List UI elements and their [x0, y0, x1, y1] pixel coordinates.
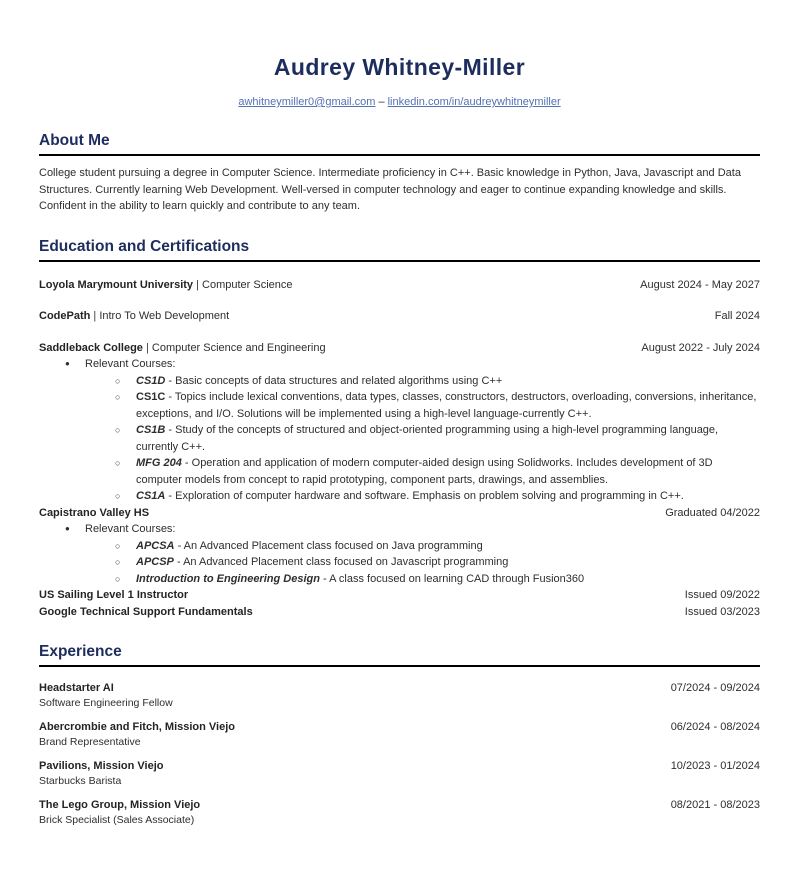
education-entry — [39, 604, 760, 621]
bullet-hollow-icon: ○ — [115, 557, 121, 567]
course-text: CS1D - Basic concepts of data structures and related algorithms using C++ — [136, 374, 503, 387]
entry-dates: August 2022 - July 2024 — [641, 341, 760, 354]
education-entry — [39, 340, 760, 505]
education-entry-left — [39, 340, 326, 357]
course-item — [39, 389, 760, 422]
bullet-hollow-icon: ○ — [115, 458, 121, 468]
experience-entry-row — [39, 759, 760, 774]
experience-entry — [39, 681, 760, 711]
relevant-courses-item — [39, 521, 760, 538]
education-entry-row — [39, 340, 760, 357]
education-entry — [39, 587, 760, 604]
contact-line — [39, 95, 760, 109]
org-detail-divider: | — [142, 341, 152, 354]
company-name: Abercrombie and Fitch, Mission Viejo — [39, 721, 236, 733]
education-entry-row — [39, 604, 760, 621]
org-detail: Intro To Web Development — [99, 310, 230, 322]
org-detail-divider: | — [193, 278, 203, 291]
education-entry — [39, 308, 760, 325]
course-name: CS1A — [136, 490, 166, 502]
org-detail-divider: | — [90, 310, 100, 322]
course-item — [39, 422, 760, 455]
education-entry-left — [39, 308, 229, 325]
org-detail: Computer Science and Engineering — [151, 341, 326, 354]
course-text: APCSA - An Advanced Placement class focused on Java programming — [136, 539, 483, 552]
bullet-hollow-icon: ○ — [115, 540, 121, 551]
education-entry-row — [39, 308, 760, 325]
company-name: Pavilions, Mission Viejo — [39, 760, 164, 772]
org-detail: Computer Science — [202, 278, 293, 291]
relevant-courses-label: Relevant Courses: — [85, 358, 176, 370]
bullet-hollow-icon: ○ — [115, 375, 121, 386]
entry-dates: August 2024 - May 2027 — [640, 278, 760, 291]
course-name: Introduction to Engineering Design — [136, 572, 320, 585]
experience-entry-row — [39, 720, 760, 735]
org-name: Google Technical Support Fundamentals — [39, 605, 253, 618]
course-item — [39, 373, 760, 390]
experience-entry — [39, 759, 760, 789]
course-text: MFG 204 - Operation and application of modern computer-aided design using Solidworks. Includes development of 3D computer models from concept to rapid prototyping, component parts, drawings, and assemblies. — [136, 457, 713, 486]
experience-entry — [39, 720, 760, 750]
experience-heading: Experience — [39, 643, 122, 660]
entry-dates: Graduated 04/2022 — [665, 506, 760, 519]
experience-entries — [39, 681, 760, 828]
course-item — [39, 571, 760, 588]
org-name: CodePath — [39, 310, 91, 322]
course-name: MFG 204 — [136, 457, 182, 469]
course-item — [39, 488, 760, 505]
bullet-hollow-icon: ○ — [115, 491, 121, 501]
education-entry — [39, 277, 760, 294]
company-name: Headstarter AI — [39, 682, 114, 694]
education-entry-left — [39, 277, 293, 294]
bullet-hollow-icon: ○ — [115, 425, 121, 435]
course-name: CS1B — [136, 424, 166, 436]
course-item — [39, 455, 760, 488]
relevant-courses-label: Relevant Courses: — [85, 523, 176, 535]
education-entry-row — [39, 587, 760, 604]
entry-dates: Fall 2024 — [714, 310, 760, 322]
org-name: Loyola Marymount University — [39, 278, 194, 291]
bullet-hollow-icon: ○ — [115, 392, 121, 402]
course-name: APCSA — [136, 539, 175, 552]
entry-dates: 08/2021 - 08/2023 — [670, 799, 760, 811]
education-entry-row — [39, 277, 760, 294]
section-divider — [39, 665, 760, 667]
job-title: Brick Specialist (Sales Associate) — [39, 814, 195, 826]
course-text: CS1B - Study of the concepts of structured and object-oriented programming using a high-level programming language, currently C++. — [136, 424, 719, 453]
education-entry-row — [39, 505, 760, 522]
course-text: CS1A - Exploration of computer hardware and software. Emphasis on problem solving and programming in C++. — [136, 490, 684, 502]
job-title: Starbucks Barista — [39, 775, 122, 787]
education-entries — [39, 277, 760, 621]
course-item — [39, 554, 760, 571]
experience-entry-row — [39, 681, 760, 696]
education-entry — [39, 505, 760, 588]
bullet-hollow-icon: ○ — [115, 573, 121, 584]
about-me-heading: About Me — [39, 132, 110, 149]
org-name: US Sailing Level 1 Instructor — [39, 589, 189, 601]
bullet-filled-icon: ● — [65, 524, 70, 533]
education-entry-left — [39, 587, 188, 604]
about-me-body: College student pursuing a degree in Computer Science. Intermediate proficiency in C++. Basic knowledge in Python, Java, Javascript and Data Structures. Currently learning Web Development. Well-versed in computer technology and eager to continue expanding knowledge and skills. Confident in the ability to learn quickly and contribute to any team. — [39, 167, 741, 212]
job-title: Brand Representative — [39, 736, 141, 748]
course-text: CS1C - Topics include lexical conventions, data types, classes, constructors, destructors, overloading, conversions, inheritance, exceptions, and I/O. Solutions will be implemented using a high-level language-currently C++. — [136, 391, 757, 420]
education-heading: Education and Certifications — [39, 237, 250, 255]
course-name: CS1D — [136, 374, 166, 387]
bullet-filled-icon: ● — [65, 359, 70, 368]
experience-entry-row — [39, 798, 760, 813]
page-title: Audrey Whitney-Miller — [273, 54, 526, 80]
course-text: Introduction to Engineering Design - A class focused on learning CAD through Fusion360 — [136, 572, 585, 585]
course-text: APCSP - An Advanced Placement class focused on Javascript programming — [136, 556, 509, 568]
entry-dates: 10/2023 - 01/2024 — [670, 760, 760, 772]
course-item — [39, 538, 760, 555]
experience-entry — [39, 798, 760, 828]
relevant-courses-item — [39, 356, 760, 373]
course-name: APCSP — [136, 556, 174, 568]
entry-dates: 07/2024 - 09/2024 — [670, 682, 760, 694]
entry-dates: 06/2024 - 08/2024 — [670, 721, 760, 733]
company-name: The Lego Group, Mission Viejo — [39, 799, 201, 811]
contact-separator: – — [378, 96, 385, 108]
section-divider — [39, 154, 760, 156]
job-title: Software Engineering Fellow — [39, 697, 173, 709]
course-name: CS1C — [136, 391, 166, 403]
email-link[interactable]: awhitneymiller0@gmail.com — [238, 96, 376, 108]
entry-dates: Issued 03/2023 — [684, 605, 760, 618]
org-name: Capistrano Valley HS — [39, 506, 150, 519]
education-entry-left — [39, 505, 149, 522]
org-name: Saddleback College — [39, 341, 143, 354]
entry-dates: Issued 09/2022 — [684, 589, 760, 601]
linkedin-link[interactable]: linkedin.com/in/audreywhitneymiller — [387, 96, 561, 108]
section-divider — [39, 260, 760, 262]
education-entry-left — [39, 604, 253, 621]
